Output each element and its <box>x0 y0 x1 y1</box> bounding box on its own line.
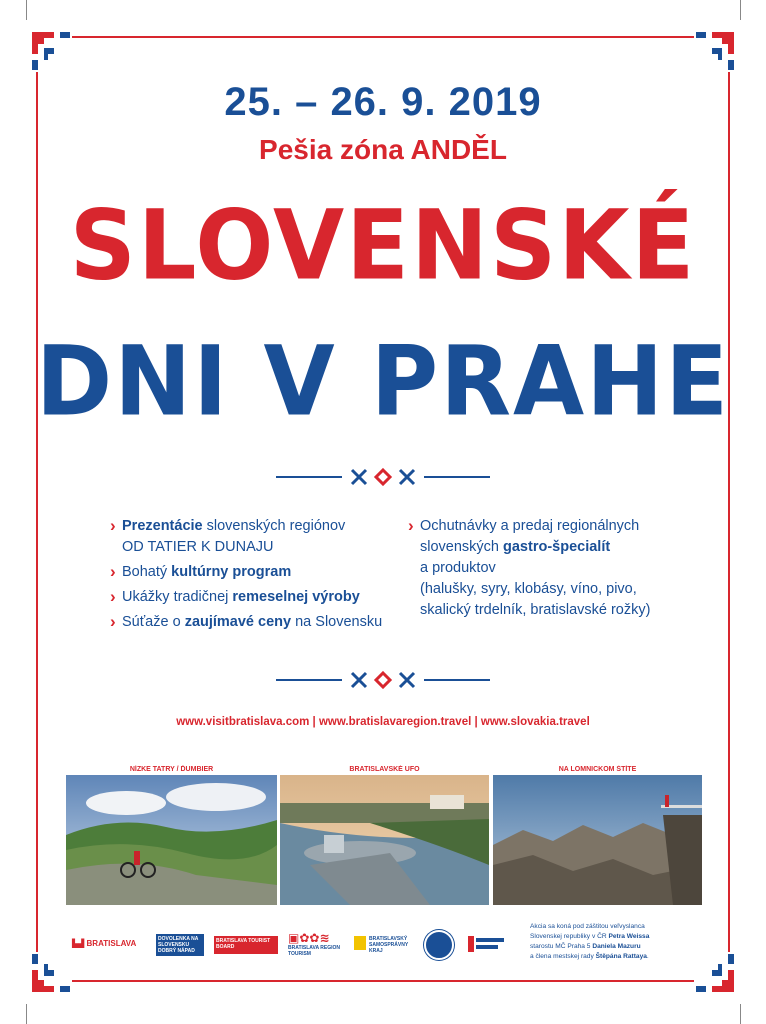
patron-line: Slovenskej republiky v ČR Petra Weissa <box>530 933 650 940</box>
list-item-text: slovenských regiónov <box>202 518 346 534</box>
corner-ornament-top-right <box>694 30 736 72</box>
program-list-right <box>408 516 698 625</box>
list-item-bold: remeselnej výroby <box>232 589 360 605</box>
patron-line: Akcia sa koná pod záštitou veľvyslanca <box>530 923 645 930</box>
crop-mark <box>740 0 741 20</box>
peak-photo <box>493 775 702 905</box>
website-links: www.visitbratislava.com | www.bratislavaregion.travel | www.slovakia.travel <box>176 716 590 728</box>
praha-5-logo <box>468 934 504 954</box>
photo-lomnicky-stit <box>493 765 702 905</box>
photo-nizke-tatry <box>66 765 277 905</box>
logo-tourist-board <box>214 936 278 954</box>
partner-logos <box>72 928 512 964</box>
logo-text: BRATISLAVA TOURIST BOARD <box>216 938 271 950</box>
list-item-bold: kultúrny program <box>171 564 292 580</box>
crop-mark <box>26 0 27 20</box>
list-item-bold: zaujímavé ceny <box>184 614 292 630</box>
ornament-divider-top <box>276 467 490 487</box>
photo-caption: BRATISLAVSKÉ UFO <box>280 765 489 775</box>
logo-region-tourism <box>288 932 346 957</box>
patronage-note <box>530 922 700 962</box>
list-item-text: (halušky, syry, klobásy, víno, pivo, <box>420 581 637 597</box>
seal-logo <box>424 930 454 960</box>
mountain-photo <box>66 775 277 905</box>
flower-icon: ▣✿✿≋ <box>288 931 330 945</box>
logo-kraj <box>354 936 414 954</box>
list-item <box>408 516 698 621</box>
photo-bratislava-ufo <box>280 765 489 905</box>
logo-text: BRATISLAVA REGION TOURISM <box>288 945 341 957</box>
list-item-text: a produktov <box>420 560 496 576</box>
logo-dovolenka <box>156 934 204 956</box>
program-list-left <box>110 516 410 637</box>
photo-caption: NÍZKE TATRY / ĎUMBIER <box>66 765 277 775</box>
list-item <box>110 516 410 558</box>
list-item-text: na Slovensku <box>291 614 383 630</box>
city-photo <box>280 775 489 905</box>
crop-mark <box>26 1004 27 1024</box>
patron-line: a člena mestskej rady Štěpána Rattaya. <box>530 953 649 960</box>
logo-text: DOVOLENKA NA SLOVENSKU DOBRÝ NÁPAD <box>158 936 199 954</box>
list-item <box>110 612 410 633</box>
list-item-bold: Prezentácie <box>122 518 203 534</box>
logo-text: BRATISLAVSKÝ SAMOSPRÁVNY KRAJ <box>369 936 409 954</box>
list-item-text: Ukážky tradičnej <box>122 589 233 605</box>
logo-text: BRATISLAVA <box>86 939 137 948</box>
corner-ornament-bottom-left <box>30 952 72 994</box>
ornament-divider-bottom <box>276 670 490 690</box>
list-item-text: OD TATIER K DUNAJU <box>122 539 274 555</box>
list-item-text: Ochutnávky a predaj regionálnych <box>420 518 640 534</box>
list-item-text: Bohatý <box>122 564 172 580</box>
event-date: 25. – 26. 9. 2019 <box>224 80 542 124</box>
list-item <box>110 587 410 608</box>
crop-mark <box>740 1004 741 1024</box>
castle-icon: ▙▟ <box>72 939 87 948</box>
corner-ornament-bottom-right <box>694 952 736 994</box>
event-venue: Pešia zóna ANDĚL <box>259 134 507 165</box>
list-item-text: skalický trdelník, bratislavské rožky) <box>420 602 651 618</box>
patron-line: starostu MČ Praha 5 Daniela Mazuru <box>530 943 641 950</box>
title-line-2: DNI V PRAHE <box>35 325 731 438</box>
list-item-bold: gastro-špecialít <box>503 539 611 555</box>
title-line-1: SLOVENSKÉ <box>69 189 697 302</box>
coat-of-arms-icon <box>354 936 366 950</box>
list-item-text: slovenských <box>420 539 504 555</box>
list-item <box>110 562 410 583</box>
logo-bratislava <box>72 940 136 947</box>
photo-caption: NA LOMNICKOM ŠTÍTE <box>493 765 702 775</box>
corner-ornament-top-left <box>30 30 72 72</box>
list-item-text: Súťaže o <box>122 614 185 630</box>
